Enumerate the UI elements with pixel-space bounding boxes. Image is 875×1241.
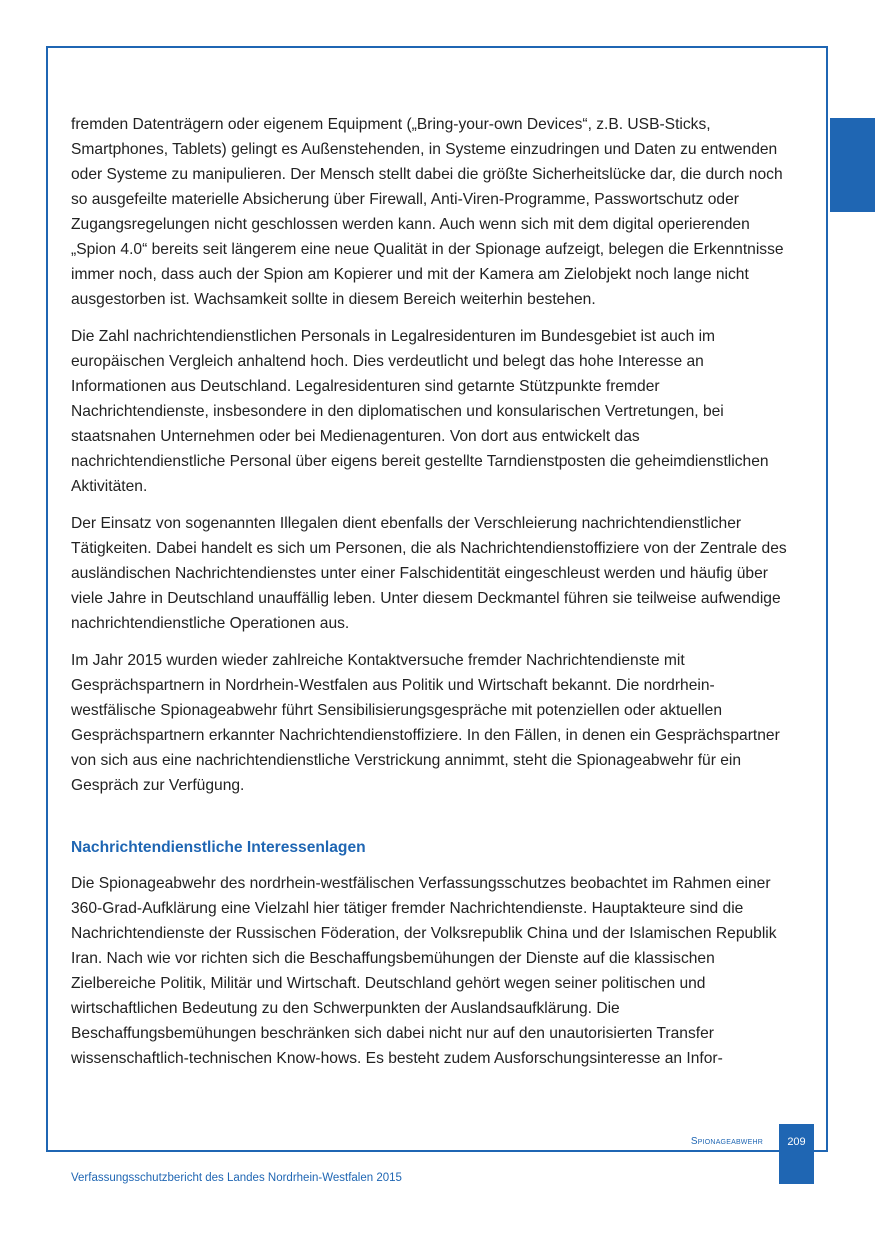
paragraph: Die Zahl nachrichtendienstlichen Personals in Legalresidenturen im Bundesgebiet ist auch im europäischen Vergleich anhaltend hoch. Dies verdeutlicht und belegt das hohe Interesse an Informationen aus Deutschland. Legalresidenturen sind getarnte Stützpunkte fremder Nachrichtendienste, insbesondere in den diplomatischen und konsularischen Vertretungen, bei staatsnahen Unternehmen oder bei Medienagenturen. Von dort aus entwickelt das nachrichtendienstliche Personal über eigens bereit gestellte Tarndienstposten die geheimdienstlichen Aktivitäten. bbox=[71, 328, 769, 495]
page-number: 209 bbox=[779, 1124, 814, 1184]
paragraph: Der Einsatz von sogenannten Illegalen dient ebenfalls der Verschleierung nachrichtendienstlicher Tätigkeiten. Dabei handelt es sich um Personen, die als Nachrichtendienstoffiziere von der Zentrale des ausländischen Nachrichtendienstes unter einer Falschidentität eingeschleust werden und häufig über viele Jahre in Deutschland unauffällig leben. Unter diesem Deckmantel führen sie teilweise aufwendige nachrichtendienstliche Operationen aus. bbox=[71, 515, 787, 632]
chapter-tab-marker bbox=[830, 118, 875, 212]
footer-section-label: Spionageabwehr bbox=[690, 1136, 763, 1147]
paragraph: Die Spionageabwehr des nordrhein-westfälischen Verfassungsschutzes beobachtet im Rahmen einer 360-Grad-Aufklärung eine Vielzahl hier tätiger fremder Nachrichtendienste. Hauptakteure sind die Nachrichtendienste der Russischen Föderation, der Volksrepublik China und der Islamischen Republik Iran. Nach wie vor richten sich die Beschaffungsbemühungen der Dienste auf die klassischen Zielbereiche Politik, Militär und Wirtschaft. Deutschland gehört wegen seiner politischen und wirtschaftlichen Bedeutung zu den Schwerpunkten der Auslandsaufklärung. Die Beschaffungsbemühungen beschränken sich dabei nicht nur auf den unautorisierten Transfer wissenschaftlich-technischen Know-hows. Es besteht zudem Ausforschungsinteresse an Infor- bbox=[71, 875, 777, 1067]
page-body bbox=[71, 112, 789, 1083]
footer-report-title: Verfassungsschutzbericht des Landes Nordrhein-Westfalen 2015 bbox=[71, 1172, 402, 1184]
paragraph: fremden Datenträgern oder eigenem Equipment („Bring-your-own Devices“, z.B. USB-Sticks, Smartphones, Tablets) gelingt es Außenstehenden, in Systeme einzudringen und Daten zu entwenden oder Systeme zu manipulieren. Der Mensch stellt dabei die größte Sicherheitslücke dar, die durch noch so ausgefeilte materielle Absicherung über Firewall, Anti-Viren-Programme, Passwortschutz oder Zugangsregelungen nicht geschlossen werden kann. Auch wenn sich mit dem digital operierenden „Spion 4.0“ bereits seit längerem eine neue Qualität in der Spionage aufzeigt, belegen die Erkenntnisse immer noch, dass auch der Spion am Kopierer und mit der Kamera am Zielobjekt noch lange nicht ausgestorben ist. Wachsamkeit sollte in diesem Bereich weiterhin bestehen. bbox=[71, 116, 784, 308]
section-heading: Nachrichtendienstliche Interessenlagen bbox=[71, 839, 366, 856]
paragraph: Im Jahr 2015 wurden wieder zahlreiche Kontaktversuche fremder Nachrichtendienste mit Gesprächspartnern in Nordrhein-Westfalen aus Politik und Wirtschaft bekannt. Die nordrhein-westfälische Spionageabwehr führt Sensibilisierungsgespräche mit potenziellen oder aktuellen Gesprächspartnern erkannter Nachrichtendienstoffiziere. In den Fällen, in denen ein Gesprächspartner von sich aus eine nachrichtendienstliche Verstrickung annimmt, steht die Spionageabwehr für ein Gespräch zur Verfügung. bbox=[71, 652, 780, 794]
